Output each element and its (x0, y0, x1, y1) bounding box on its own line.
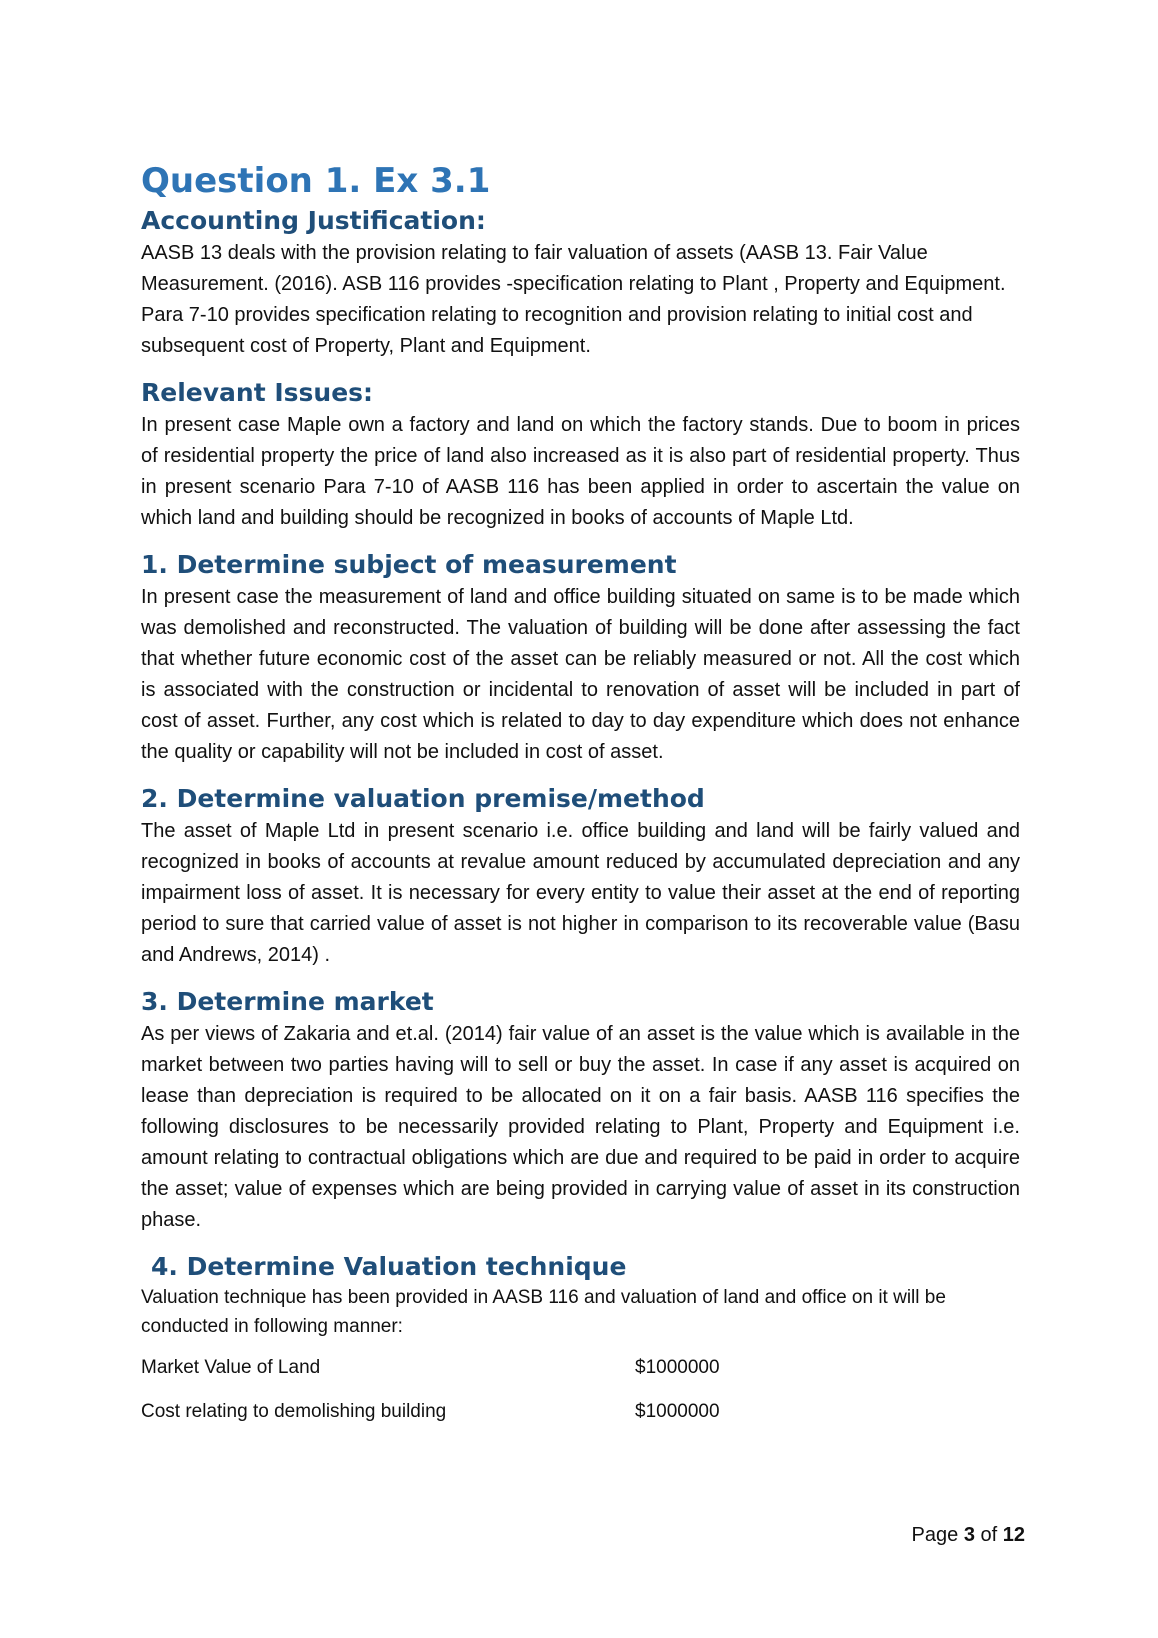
paragraph-valuation-technique: Valuation technique has been provided in AASB 116 and valuation of land and office on it will be conducted in following manner: (141, 1287, 946, 1337)
page-title: Question 1. Ex 3.1 (141, 161, 491, 201)
paragraph-accounting-justification: AASB 13 deals with the provision relating to fair valuation of assets (AASB 13. Fair Value Measurement. (2016). ASB 116 provides -specification relating to Plant , Property and Equipment. Para 7-10 provides specification relating to recognition and provision relating to initial cost and subsequent cost of Property, Plant and Equipment. (141, 242, 1006, 357)
row-label: Market Value of Land (141, 1357, 321, 1378)
paragraph-determine-market: As per views of Zakaria and et.al. (2014) fair value of an asset is the value which is available in the market between two parties having will to sell or buy the asset. In case if any asset is acquired on lease than depreciation is required to be allocated on it on a fair basis. AASB 116 specifies the following disclosures to be necessarily provided relating to Plant, Property and Equipment i.e. amount relating to contractual obligations which are due and required to be paid in order to acquire the asset; value of expenses which are being provided in carrying value of asset in its construction phase. (141, 1023, 1020, 1231)
current-page-number: 3 (963, 1524, 975, 1546)
row-amount: $1000000 (635, 1357, 720, 1378)
heading-determine-market: 3. Determine market (141, 987, 434, 1016)
row-label: Cost relating to demolishing building (141, 1401, 447, 1422)
valuation-table (141, 1357, 1020, 1445)
paragraph-relevant-issues: In present case Maple own a factory and land on which the factory stands. Due to boom in prices of residential property the price of land also increased as it is also part of residential property. Thus in present scenario Para 7-10 of AASB 116 has been applied in order to ascertain the value on which land and building should be recognized in books of accounts of Maple Ltd. (141, 414, 1020, 529)
page-word: Page (911, 1524, 959, 1546)
paragraph-valuation-premise: The asset of Maple Ltd in present scenario i.e. office building and land will be fairly valued and recognized in books of accounts at revalue amount reduced by accumulated depreciation and any impairment loss of asset. It is necessary for every entity to value their asset at the end of reporting period to sure that carried value of asset is not higher in comparison to its recoverable value (Basu and Andrews, 2014) . (141, 820, 1020, 966)
page-number-footer (912, 1524, 1025, 1547)
heading-valuation-technique: 4. Determine Valuation technique (151, 1252, 627, 1281)
heading-valuation-premise: 2. Determine valuation premise/method (141, 784, 705, 813)
table-row (141, 1357, 1020, 1401)
table-row (141, 1401, 1020, 1445)
heading-relevant-issues: Relevant Issues: (141, 378, 374, 407)
document-page (141, 160, 1020, 1445)
paragraph-subject-of-measurement: In present case the measurement of land and office building situated on same is to be made which was demolished and reconstructed. The valuation of building will be done after assessing the fact that whether future economic cost of the asset can be reliably measured or not. All the cost which is associated with the construction or incidental to renovation of asset will be included in part of cost of asset. Further, any cost which is related to day to day expenditure which does not enhance the quality or capability will not be included in cost of asset. (141, 586, 1020, 763)
of-word: of (980, 1524, 998, 1546)
heading-accounting-justification: Accounting Justification: (141, 206, 486, 235)
total-page-count: 12 (1002, 1524, 1025, 1546)
row-amount: $1000000 (635, 1401, 720, 1422)
heading-subject-of-measurement: 1. Determine subject of measurement (141, 550, 677, 579)
